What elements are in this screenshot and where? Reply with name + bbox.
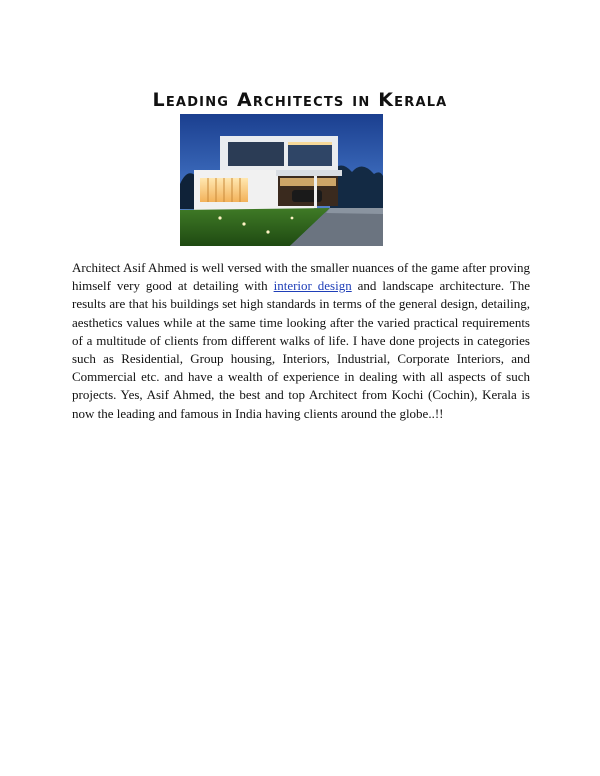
body-paragraph	[72, 259, 530, 423]
interior-design-link[interactable]: interior design	[273, 278, 352, 294]
modern-house-photo	[180, 114, 383, 246]
paragraph-text-start: Architect Asif Ahmed is well versed with the smaller nuances of the game after proving himself very good at detailing with	[72, 260, 530, 294]
page-title: Leading Architects in Kerala	[152, 88, 448, 111]
paragraph-text-end: and landscape architecture. The results are that his buildings set high standards in terms of the general design, detailing, aesthetics values while at the same time looking after the varied practical requirements of a multitude of clients from different walks of life. I have done projects in categories such as Residential, Group housing, Interiors, Industrial, Corporate Interiors, and Commercial etc. and have a wealth of experience in dealing with all aspects of such projects. Yes, Asif Ahmed, the best and top Architect from Kochi (Cochin), Kerala is now the leading and famous in India having clients around the globe..!!	[72, 278, 530, 421]
